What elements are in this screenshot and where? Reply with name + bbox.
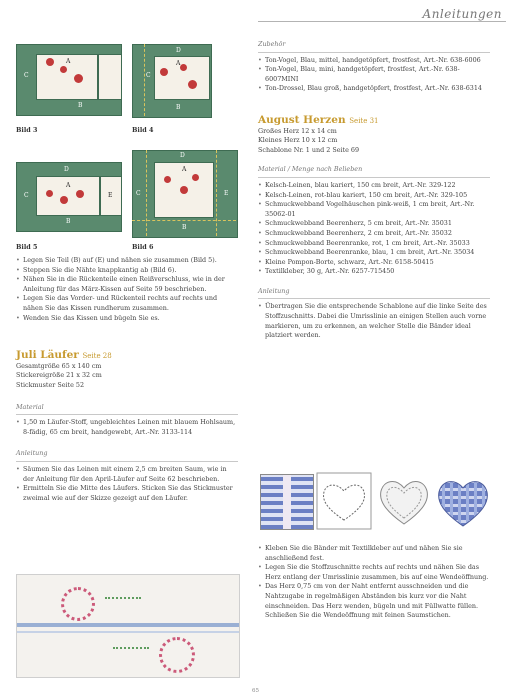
panel-letter-d: D xyxy=(176,47,181,54)
section-title-august: August Herzen Seite 31 xyxy=(258,113,379,126)
list-item: • Ton-Drossel, Blau groß, handgetöpfert, frostfest, Art.-Nr. 638-6314 xyxy=(258,84,490,94)
subhead-anleitung: Anleitung xyxy=(16,449,48,458)
figure-bild-3 xyxy=(16,44,120,114)
figure-bild-4 xyxy=(132,44,210,116)
panel-letter-b: B xyxy=(66,218,71,225)
figure-label-bild-4: Bild 4 xyxy=(132,126,154,134)
list-item: • Legen Sie die Stoffzuschnitte rechts auf rechts und nähen Sie das Herz entlang der Umrisslinie zusammen, bis auf eine Wendeöffnung. xyxy=(258,563,490,582)
runner-illustration xyxy=(16,574,240,678)
list-item: • Schmuckwebband Vogelhäuschen pink-weiß, 1 cm breit, Art.-Nr. 35062-01 xyxy=(258,200,490,219)
info-line: Kleines Herz 10 x 12 cm xyxy=(258,136,338,145)
list-item: • 1,50 m Läufer-Stoff, ungebleichtes Leinen mit blauem Hohlsaum, 8-fädig, 65 cm breit, handgewebt, Art.-Nr. 3133-114 xyxy=(16,418,238,437)
list-item: • Legen Sie das Vorder- und Rückenteil rechts auf rechts und nähen Sie das Kissen rundherum zusammen. xyxy=(16,294,238,313)
fabric-swatch xyxy=(260,474,314,530)
section-title-juli: Juli Läufer Seite 28 xyxy=(16,349,112,362)
info-line: Gesamtgröße 65 x 140 cm xyxy=(16,361,102,370)
divider xyxy=(258,177,490,178)
figure-label-bild-5: Bild 5 xyxy=(16,243,38,251)
list-item: • Kleben Sie die Bänder mit Textilkleber auf und nähen Sie sie anschließend fest. xyxy=(258,544,490,563)
divider xyxy=(258,298,490,299)
header-rule xyxy=(258,21,506,22)
panel-letter-e: E xyxy=(224,190,229,197)
list-item: • Schmuckwebband Beerenherz, 2 cm breit, Art.-Nr. 35032 xyxy=(258,229,490,239)
heart-template-icon xyxy=(316,472,372,530)
info-line: Schablone Nr. 1 und 2 Seite 69 xyxy=(258,145,360,154)
info-line: Großes Herz 12 x 14 cm xyxy=(258,126,337,135)
steps-top-list xyxy=(16,256,238,323)
right-column xyxy=(258,40,490,341)
subhead-anleitung: Anleitung xyxy=(258,286,290,295)
panel-letter-b: B xyxy=(176,104,181,111)
list-item: • Kelsch-Leinen, rot-blau kariert, 150 cm breit, Art.-Nr. 329-105 xyxy=(258,191,490,201)
panel-letter-a: A xyxy=(182,166,187,173)
list-item: • Nähen Sie in die Rückenteile einen Reißverschluss, wie in der Anleitung für das März-Kissen auf Seite 59 beschrieben. xyxy=(16,275,238,294)
panel-letter-e: E xyxy=(108,192,113,199)
list-item: • Textilkleber, 30 g, Art.-Nr. 6257-715450 xyxy=(258,267,490,277)
list-item: • Schmuckwebband Beerenranke, rot, 1 cm breit, Art.-Nr. 35033 xyxy=(258,239,490,249)
panel-letter-b: B xyxy=(182,224,187,231)
panel-letter-d: D xyxy=(180,152,185,159)
subhead-material: Material / Menge nach Belieben xyxy=(258,165,363,174)
info-line: Stickereigröße 21 x 32 cm xyxy=(16,371,102,380)
divider xyxy=(258,52,490,53)
list-item: • Kelsch-Leinen, blau kariert, 150 cm breit, Art.-Nr. 329-122 xyxy=(258,181,490,191)
heart-illustrations xyxy=(258,470,492,532)
header-title: Anleitungen xyxy=(422,7,502,21)
panel-letter-b: B xyxy=(78,102,83,109)
info-line: Stickmuster Seite 52 xyxy=(16,380,85,389)
figure-bild-6 xyxy=(132,150,236,236)
list-item: • Ermitteln Sie die Mitte des Läufers. Sticken Sie das Stickmuster zweimal wie auf der Skizze gezeigt auf den Läufer. xyxy=(16,484,238,503)
left-column xyxy=(16,256,238,503)
panel-letter-c: C xyxy=(146,72,151,79)
figure-label-bild-6: Bild 6 xyxy=(132,243,154,251)
list-item: • Kleine Pompon-Borte, schwarz, Art.-Nr. 6158-50415 xyxy=(258,258,490,268)
list-item: • Legen Sie Teil (B) auf (E) und nähen sie zusammen (Bild 5). xyxy=(16,256,238,266)
list-item: • Säumen Sie das Leinen mit einem 2,5 cm breiten Saum, wie in der Anleitung für den April-Läufer auf Seite 62 beschrieben. xyxy=(16,465,238,484)
right-column-bottom xyxy=(258,544,490,621)
list-item: • Steppen Sie die Nähte knappkantig ab (Bild 6). xyxy=(16,266,238,276)
heart-plaid-icon xyxy=(434,472,492,530)
panel-letter-d: D xyxy=(64,166,69,173)
subhead-material: Material xyxy=(16,402,44,411)
divider xyxy=(16,414,238,415)
panel-letter-c: C xyxy=(24,192,29,199)
heart-outline-icon xyxy=(376,472,432,530)
figure-bild-5 xyxy=(16,162,120,230)
subhead-zubehoer: Zubehör xyxy=(258,40,286,48)
panel-letter-a: A xyxy=(176,60,181,67)
list-item: • Ton-Vogel, Blau, mittel, handgetöpfert, frostfest, Art.-Nr. 638-6006 xyxy=(258,56,490,66)
list-item: • Ton-Vogel, Blau, mini, handgetöpfert, frostfest, Art.-Nr. 638-6007MINI xyxy=(258,65,490,84)
divider xyxy=(16,461,238,462)
page-number: 65 xyxy=(252,688,259,694)
panel-letter-c: C xyxy=(24,72,29,79)
list-item: • Übertragen Sie die entsprechende Schablone auf die linke Seite des Stoffzuschnitts. Dabei die Umrisslinie an einigen Stellen auch vorne markieren, um zu erkennen, an welcher Stelle die Bänder ideal platziert werden. xyxy=(258,302,490,340)
list-item: • Schmuckwebband Beerenherz, 5 cm breit, Art.-Nr. 35031 xyxy=(258,219,490,229)
panel-letter-a: A xyxy=(66,182,71,189)
list-item: • Das Herz 0,75 cm von der Naht entfernt ausschneiden und die Nahtzugabe in regelmäßigen Abständen bis kurz vor die Naht einschneiden. Das Herz wenden, bügeln und mit Füllwatte füllen. Schließen Sie die Wendeöffnung mit feinen Saumstichen. xyxy=(258,582,490,620)
list-item: • Wenden Sie das Kissen und bügeln Sie es. xyxy=(16,314,238,324)
panel-letter-a: A xyxy=(66,58,71,65)
list-item: • Schmuckwebband Beerenranke, blau, 1 cm breit, Art.-Nr. 35034 xyxy=(258,248,490,258)
panel-letter-c: C xyxy=(136,190,141,197)
figure-label-bild-3: Bild 3 xyxy=(16,126,38,134)
